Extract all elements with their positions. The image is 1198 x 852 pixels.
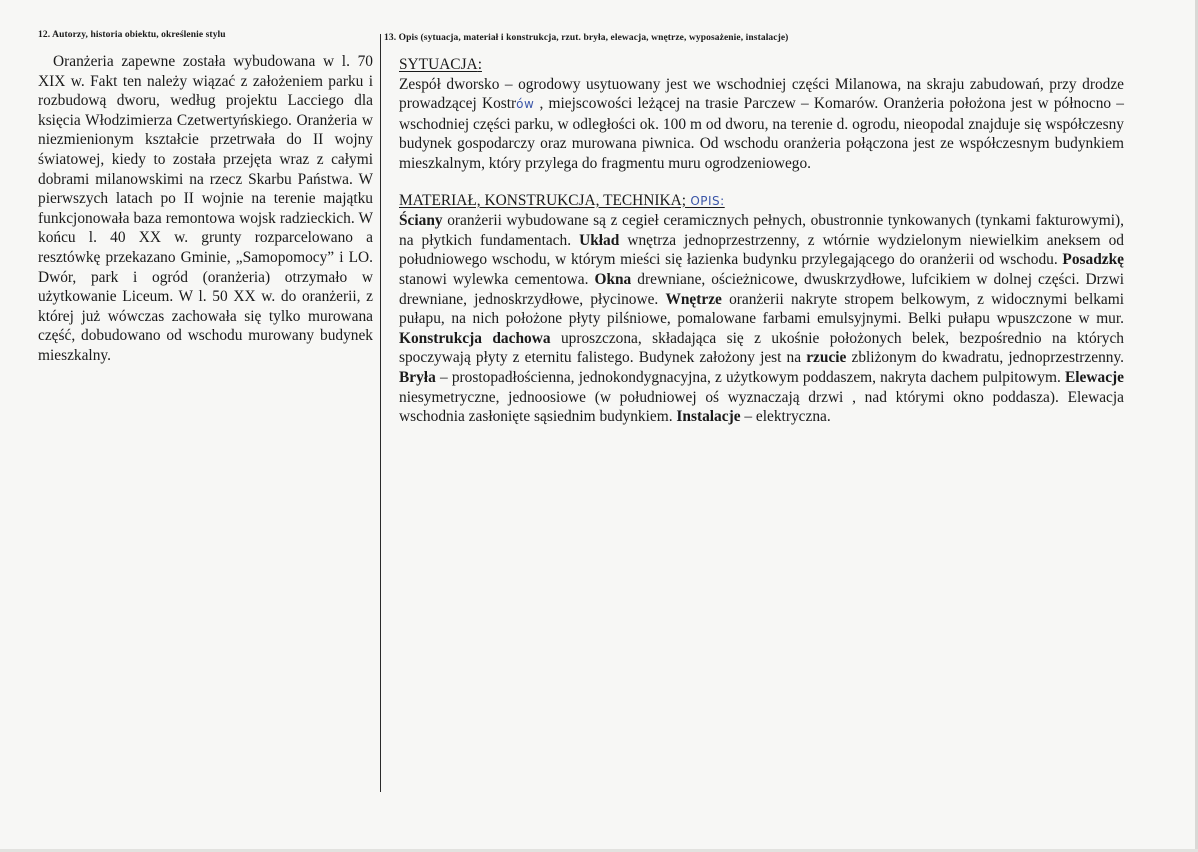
roof-text: uproszczona, składająca się z ukośnie położonych belek, bezpośrednio na których spoczywają płyty z eternitu falistego. Budynek założony jest na (399, 329, 1124, 367)
material-heading (384, 191, 1124, 212)
windows-label: Okna (594, 270, 632, 288)
situation-text-part2: , miejscowości leżącej na trasie Parczew – Komarów. Oranżeria położona jest w północno – wschodniej części parku, w odległości ok. 100 m od dworu, na terenie d. ogrodu, nieopodal znajduje się współczesny budynek gospodarczy oraz murowana piwnica. Od wschodu oranżeria połączona jest ze współczesnym budynkiem mieszkalnym, który przylega do fragmentu muru ogrodzeniowego. (399, 95, 1124, 172)
situation-text-part1: Zespół dworsko – ogrodowy usytuowany jest we wschodniej części Milanowa, na skraju zabudowań, przy drodze prowadzącej Kostr (399, 75, 1124, 113)
walls-label: Ściany (399, 212, 443, 230)
interior-label: Wnętrze (665, 290, 722, 308)
handwritten-correction: ów (516, 97, 535, 112)
interior-text: oranżerii nakryte stropem belkowym, z widocznymi belkami pułapu, na nich położone płyty pilśniowe, pomalowane farbami emulsyjnymi. Belki pułapu wpuszczone w mur. (399, 290, 1124, 328)
handwritten-opis: OPIS: (686, 193, 725, 208)
windows-text: drewniane, ościeżnicowe, dwuskrzydłowe, lufcikiem w dolnej części. Drzwi drewniane, jednoskrzydłowe, płycinowe. (399, 270, 1124, 308)
floor-label: Posadzkę (1062, 251, 1124, 269)
plan-label: rzucie (806, 349, 847, 367)
situation-text (384, 75, 1124, 174)
layout-text: wnętrza jednoprzestrzenny, z wtórnie wydzielonym niewielkim aneksem od południowego wschodu, w którym mieści się łazienka budynku przylegającego do oranżerii od wschodu. (399, 231, 1124, 269)
plan-text: zbliżonym do kwadratu, jednoprzestrzenny. (846, 349, 1124, 367)
situation-title-colon: : (477, 56, 482, 73)
mass-text: – prostopadłościenna, jednokondygnacyjna, z użytkowym poddaszem, nakryta dachem pulpitowym. (435, 368, 1066, 386)
column-divider (380, 34, 381, 792)
mass-label: Bryła (399, 368, 436, 386)
description-column (384, 33, 1124, 427)
material-title: MATERIAŁ, KONSTRUKCJA, TECHNIKA; (399, 191, 687, 209)
layout-label: Układ (579, 231, 620, 249)
walls-text: oranżerii wybudowane są z cegieł ceramicznych pełnych, obustronnie tynkowanych (tynkami fakturowymi), na płytkich fundamentach. (399, 212, 1124, 249)
material-text (384, 211, 1124, 427)
situation-heading (384, 55, 1124, 75)
history-field-header: 12. Autorzy, historia obiektu, określenie stylu (38, 30, 226, 40)
elevations-label: Elewacje (1065, 368, 1124, 386)
description-field-header: 13. Opis (sytuacja, materiał i konstrukcja, rzut. bryła, elewacja, wnętrze, wyposażenie, instalacje) (384, 33, 789, 43)
installations-text: – elektryczna. (740, 408, 831, 426)
roof-label: Konstrukcja dachowa (399, 329, 551, 347)
history-text: Oranżeria zapewne została wybudowana w l. 70 XIX w. Fakt ten należy wiązać z założeniem parku i rozbudową dworu, według projektu Lacciego dla księcia Włodzimierza Czetwertyńskiego. Oranżeria w niezmienionym kształcie przetrwała do II wojny światowej, kiedy to została przejęta wraz z całymi dobrami milanowskimi na rzecz Skarbu Państwa. W pierwszych latach po II wojnie na terenie majątku funkcjonowała baza remontowa wojsk radzieckich. W końcu l. 40 XX w. grunty rozparcelowano a resztówkę przekazano Gminie, „Samopomocy” i LO. Dwór, park i ogród (oranżeria) otrzymało w użytkowanie Liceum. W l. 50 XX w. do oranżerii, z której już wówczas zachowała się tylko murowana część, dobudowano od wschodu murowany budynek mieszkalny. (38, 53, 373, 364)
history-column (38, 30, 373, 366)
situation-title: SYTUACJA (399, 56, 478, 73)
elevations-text: niesymetryczne, jednoosiowe (w południowej oś wyznaczają drzwi , nad którymi okno poddasza). Elewacja wschodnia zasłonięte sąsiednim budynkiem. (399, 388, 1124, 426)
installations-label: Instalacje (676, 408, 741, 426)
floor-text: stanowi wylewka cementowa. (399, 270, 595, 288)
